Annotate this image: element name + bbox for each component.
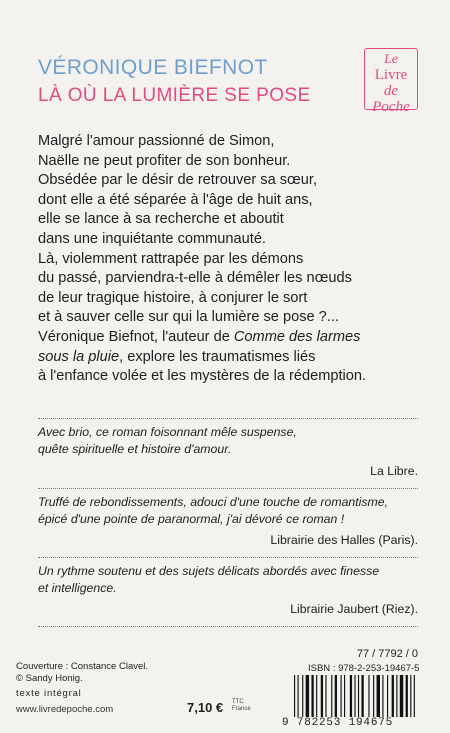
publisher-logo: [364, 48, 418, 115]
blurb-line: Là, violemment rattrapée par les démons: [38, 250, 304, 267]
quote-line: Truffé de rebondissements, adouci d'une touche de romantisme,: [38, 495, 389, 509]
publisher-url: www.livredepoche.com: [16, 704, 114, 715]
ttc-country: France: [232, 706, 251, 712]
barcode-bar: [298, 675, 299, 717]
barcode-bar: [321, 675, 323, 717]
divider: [38, 418, 418, 419]
quote-line: quête spirituelle et histoire d'amour.: [38, 442, 232, 456]
blurb-line: Naëlle ne peut profiter de son bonheur.: [38, 152, 291, 169]
price: 7,10 €: [187, 700, 224, 715]
review-quote: [38, 424, 418, 458]
book-title: LÀ OÙ LA LUMIÈRE SE POSE: [38, 85, 311, 106]
logo-line-2: Livre: [374, 67, 408, 83]
quote-line: Un rythme soutenu et des sujets délicats abordés avec finesse: [38, 564, 380, 578]
barcode-bar: [400, 675, 403, 717]
barcode-bar: [414, 675, 415, 717]
author-name: VÉRONIQUE BIEFNOT: [38, 56, 268, 79]
blurb-text: , explore les traumatismes liés: [119, 348, 316, 365]
barcode-bar: [373, 675, 374, 717]
barcode-bar: [316, 675, 317, 717]
barcode-bar: [341, 675, 342, 717]
barcode-bar: [294, 675, 295, 717]
barcode-bar: [406, 675, 408, 717]
book-reference-title: Comme des larmes: [233, 328, 361, 345]
review-source: Librairie Jaubert (Riez).: [290, 602, 418, 616]
book-reference-title-end: sous la pluie: [38, 348, 120, 365]
blurb-line: et à sauver celle sur qui la lumière se pose ?...: [38, 309, 339, 326]
blurb-line: de leur tragique histoire, à conjurer le sort: [38, 289, 308, 306]
barcode-icon: [292, 675, 420, 717]
barcode-bar: [344, 675, 345, 717]
review-quote: [38, 563, 418, 597]
barcode-number: 9 782253 194675: [282, 717, 394, 729]
ttc-text: TTC: [232, 699, 244, 705]
barcode-bar: [392, 675, 394, 717]
barcode-bar: [377, 675, 380, 717]
review-source: Librairie des Halles (Paris).: [270, 533, 418, 547]
barcode-bar: [354, 675, 355, 717]
divider: [38, 488, 418, 489]
blurb-line-with-title: [38, 348, 418, 368]
barcode-bar: [410, 675, 411, 717]
isbn: ISBN : 978-2-253-19467-5: [308, 663, 420, 674]
barcode-bar: [382, 675, 383, 717]
divider: [38, 626, 418, 627]
blurb-line: dans une inquiétante communauté.: [38, 230, 266, 247]
review-quote: [38, 494, 418, 528]
blurb-text: Véronique Biefnot, l'auteur de: [38, 328, 230, 345]
review-source: La Libre.: [370, 464, 418, 478]
barcode-bar: [325, 675, 326, 717]
ttc-label: [232, 699, 251, 713]
barcode-bar: [387, 675, 388, 717]
blurb-line: à l'enfance volée et les mystères de la rédemption.: [38, 368, 367, 385]
logo-line-3: de Poche: [372, 83, 410, 115]
divider: [38, 557, 418, 558]
blurb-line: elle se lance à sa recherche et aboutit: [38, 211, 284, 228]
blurb-line-with-title: [38, 328, 418, 348]
barcode-bar: [311, 675, 313, 717]
catalog-reference: 77 / 7792 / 0: [356, 648, 418, 660]
quote-line: Avec brio, ce roman foisonnant mêle suspense,: [38, 425, 297, 439]
blurb: [38, 132, 418, 387]
barcode-bar: [335, 675, 337, 717]
credit-line: © Sandy Honig.: [16, 673, 83, 684]
blurb-line: Obsédée par le désir de retrouver sa sœur,: [38, 172, 318, 189]
barcode-bar: [396, 675, 397, 717]
quote-line: épicé d'une pointe de paranormal, j'ai dévoré ce roman !: [38, 512, 345, 526]
logo-line-1: Le: [384, 52, 398, 67]
texte-integral-label: texte intégral: [16, 688, 82, 699]
barcode-bar: [358, 675, 359, 717]
blurb-line: Malgré l'amour passionné de Simon,: [38, 133, 275, 149]
barcode-bar: [350, 675, 352, 717]
barcode-bar: [331, 675, 332, 717]
credit-line: Couverture : Constance Clavel.: [16, 661, 149, 672]
cover-credits: [16, 661, 148, 685]
barcode-bar: [306, 675, 309, 717]
blurb-line: du passé, parviendra-t-elle à démêler les nœuds: [38, 270, 352, 287]
barcode-bar: [368, 675, 369, 717]
quote-line: et intelligence.: [38, 581, 117, 595]
blurb-line: dont elle a été séparée à l'âge de huit ans,: [38, 191, 313, 208]
barcode-bar: [361, 675, 363, 717]
barcode-bar: [302, 675, 303, 717]
